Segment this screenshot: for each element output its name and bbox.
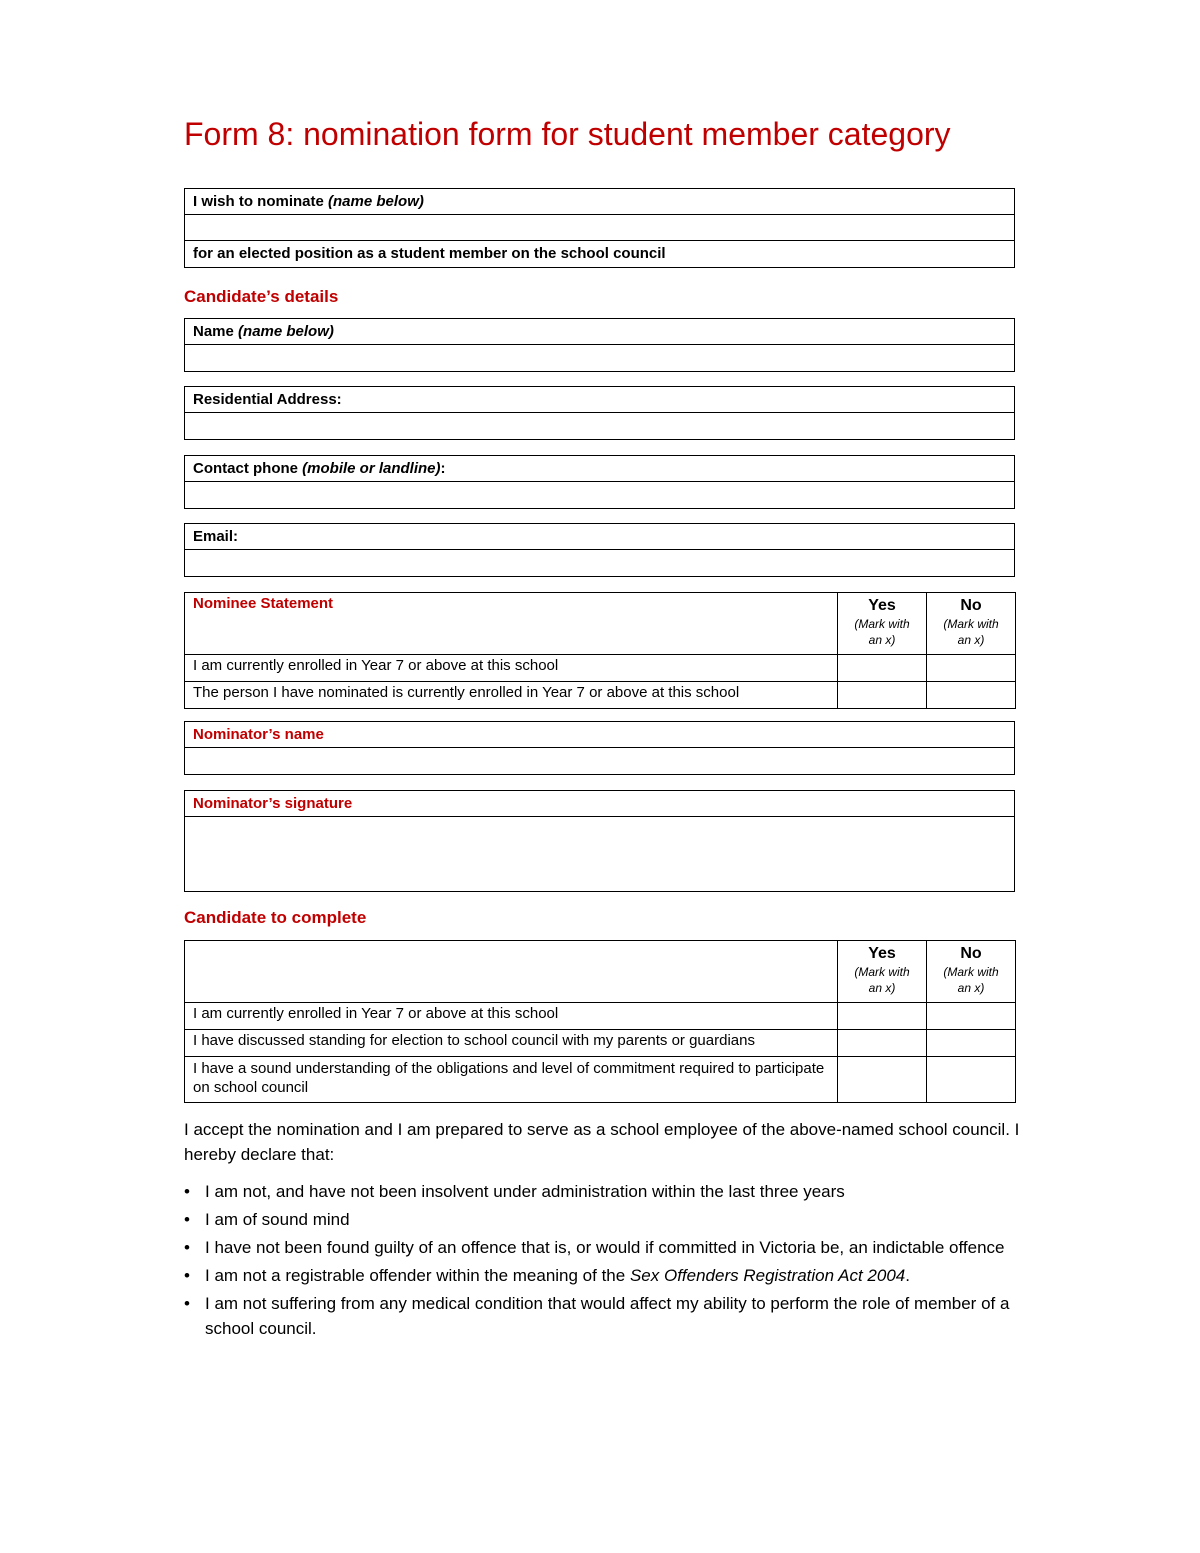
table-row: [185, 682, 1016, 709]
candidate-name-label-note: (name below): [238, 323, 334, 340]
declaration-text: I accept the nomination and I am prepared to serve as a school employee of the above-named school council. I hereby declare that:: [184, 1120, 1020, 1164]
nominator-signature-label: Nominator’s signature: [185, 791, 1014, 817]
candidate-details-heading: Candidate’s details: [184, 287, 339, 306]
table-header-row: [185, 941, 1016, 1003]
bullet-icon: •: [184, 1238, 190, 1257]
list-item-text: I am of sound mind: [205, 1210, 350, 1229]
yes-label: Yes: [868, 597, 896, 614]
statement-text: I have a sound understanding of the obligations and level of commitment required to participate on school council: [185, 1057, 838, 1103]
no-label: No: [960, 945, 982, 962]
yes-checkbox-cell[interactable]: [838, 655, 927, 682]
nominate-label-text: I wish to nominate: [193, 193, 329, 210]
table-row: [185, 1003, 1016, 1030]
candidate-name-label: [185, 319, 1014, 345]
yes-checkbox-cell[interactable]: [838, 1003, 927, 1030]
candidate-complete-heading: Candidate to complete: [184, 908, 367, 927]
bullet-icon: •: [184, 1294, 190, 1313]
page-title: Form 8: nomination form for student member category: [184, 116, 951, 152]
list-item: [184, 1291, 1054, 1341]
nominator-name-label: Nominator’s name: [185, 722, 1014, 748]
email-label: Email:: [185, 524, 1014, 550]
table-row: [185, 1057, 1016, 1103]
list-item-text: I am not suffering from any medical condition that would affect my ability to perform the role of member of a school council.: [205, 1294, 1010, 1338]
no-checkbox-cell[interactable]: [927, 1057, 1016, 1103]
no-checkbox-cell[interactable]: [927, 682, 1016, 709]
list-item: [184, 1179, 1054, 1204]
list-item-text: I am not a registrable offender within the meaning of the: [205, 1266, 630, 1285]
nominate-label-note: (name below): [328, 193, 424, 210]
nominator-signature-box: [184, 790, 1015, 892]
table-header-row: [185, 593, 1016, 655]
candidate-name-field[interactable]: [185, 345, 1014, 371]
yes-checkbox-cell[interactable]: [838, 682, 927, 709]
declaration-list: [184, 1179, 1054, 1344]
phone-box: [184, 455, 1015, 509]
position-text: for an elected position as a student member on the school council: [193, 245, 666, 262]
mark-note: (Mark with an x): [943, 617, 999, 647]
list-item-text: I am not, and have not been insolvent under administration within the last three years: [205, 1182, 845, 1201]
phone-label-colon: :: [440, 460, 446, 477]
no-checkbox-cell[interactable]: [927, 1003, 1016, 1030]
no-label: No: [960, 597, 982, 614]
bullet-icon: •: [184, 1210, 190, 1229]
statement-text: I have discussed standing for election to school council with my parents or guardians: [185, 1030, 838, 1057]
list-item-suffix: .: [905, 1266, 910, 1285]
statement-text: I am currently enrolled in Year 7 or above at this school: [185, 655, 838, 682]
mark-note: (Mark with an x): [854, 617, 910, 647]
address-field[interactable]: [185, 413, 1014, 439]
table-row: [185, 655, 1016, 682]
email-box: [184, 523, 1015, 577]
phone-label-note: (mobile or landline): [302, 460, 441, 477]
yes-header: [838, 941, 927, 1003]
bullet-icon: •: [184, 1182, 190, 1201]
no-header: [927, 941, 1016, 1003]
candidate-name-label-text: Name: [193, 323, 239, 340]
list-item: [184, 1263, 1054, 1288]
statement-text: I am currently enrolled in Year 7 or above at this school: [185, 1003, 838, 1030]
candidate-complete-table: [184, 940, 1016, 1103]
act-name: Sex Offenders Registration Act 2004: [629, 1266, 906, 1285]
phone-label-text: Contact phone: [193, 460, 303, 477]
nominator-name-box: [184, 721, 1015, 775]
no-checkbox-cell[interactable]: [927, 1030, 1016, 1057]
nominator-name-field[interactable]: [185, 748, 1014, 774]
yes-header: [838, 593, 927, 655]
mark-note: (Mark with an x): [943, 965, 999, 995]
mark-note: (Mark with an x): [854, 965, 910, 995]
yes-checkbox-cell[interactable]: [838, 1057, 927, 1103]
address-label: Residential Address:: [185, 387, 1014, 413]
nominate-box: [184, 188, 1015, 268]
nominator-signature-field[interactable]: [185, 817, 1014, 891]
statement-text: The person I have nominated is currently enrolled in Year 7 or above at this school: [185, 682, 838, 709]
nominee-statement-heading: Nominee Statement: [185, 593, 838, 655]
yes-checkbox-cell[interactable]: [838, 1030, 927, 1057]
no-checkbox-cell[interactable]: [927, 655, 1016, 682]
phone-label: [185, 456, 1014, 482]
no-header: [927, 593, 1016, 655]
phone-field[interactable]: [185, 482, 1014, 508]
table-row: [185, 1030, 1016, 1057]
list-item: [184, 1207, 1054, 1232]
nominee-statement-table: [184, 592, 1016, 709]
nominee-name-field[interactable]: [185, 215, 1014, 241]
bullet-icon: •: [184, 1266, 190, 1285]
email-field[interactable]: [185, 550, 1014, 576]
yes-label: Yes: [868, 945, 896, 962]
nominate-label: [185, 189, 1014, 215]
address-box: [184, 386, 1015, 440]
list-item: [184, 1235, 1054, 1260]
list-item-text: I have not been found guilty of an offence that is, or would if committed in Victoria be, an indictable offence: [205, 1238, 1005, 1257]
candidate-name-box: [184, 318, 1015, 372]
empty-header-cell: [185, 941, 838, 1003]
